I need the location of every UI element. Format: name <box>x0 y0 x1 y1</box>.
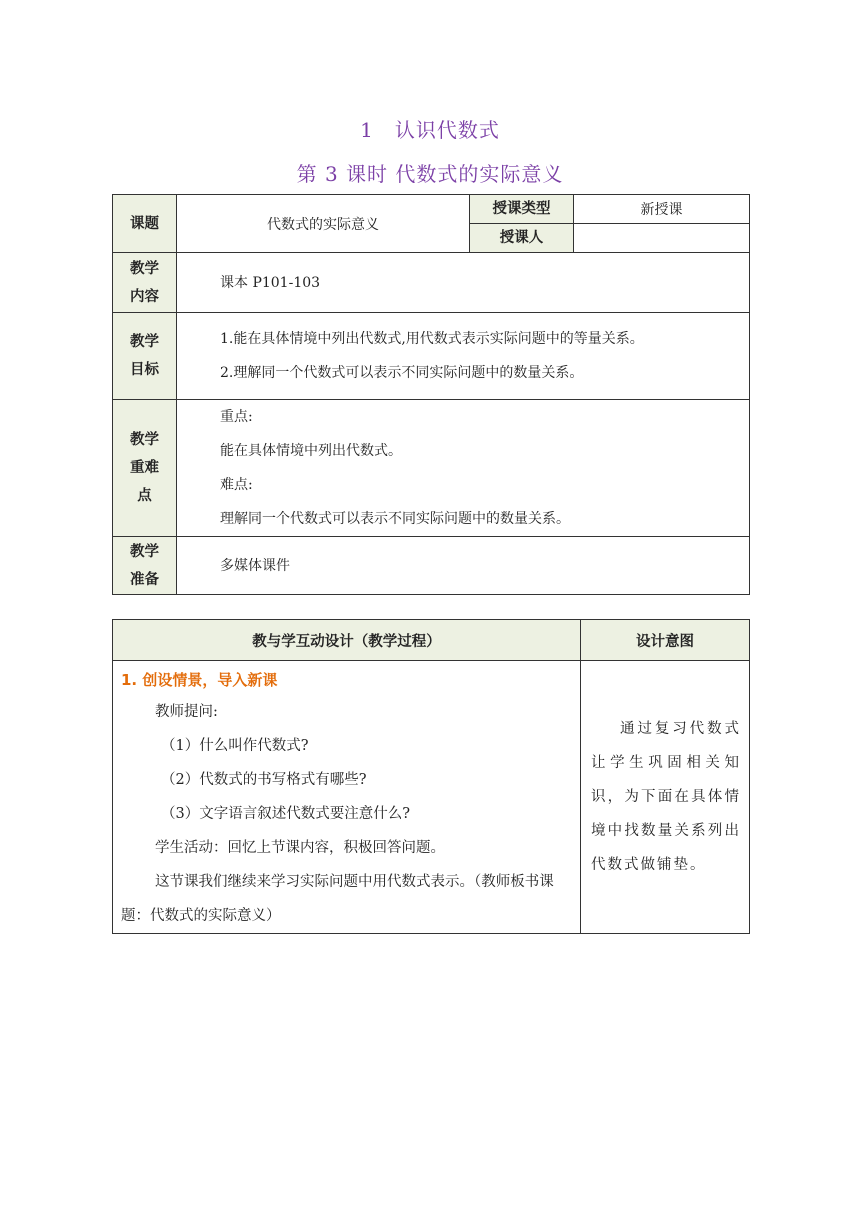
content-label: 教学 内容 <box>113 253 177 313</box>
intent-header: 设计意图 <box>581 620 750 661</box>
goal-item: 1.能在具体情境中列出代数式,用代数式表示实际问题中的等量关系。 <box>220 331 644 347</box>
goal-label: 教学 目标 <box>113 313 177 400</box>
teacher-label: 授课人 <box>470 224 574 253</box>
topic-label: 课题 <box>113 195 177 253</box>
key-points <box>177 400 750 537</box>
process-body <box>113 661 581 934</box>
process-line: 学生活动：回忆上节课内容，积极回答问题。 <box>155 840 445 856</box>
lesson-subtitle: 第 3 课时 代数式的实际意义 <box>296 162 564 186</box>
key-label: 教学 重难 点 <box>113 400 177 537</box>
process-line: 教师提问: <box>155 704 218 720</box>
step-title: 1. 创设情景，导入新课 <box>121 671 278 689</box>
key-line: 重点: <box>220 409 253 425</box>
process-line: 这节课我们继续来学习实际问题中用代数式表示。（教师板书课题：代数式的实际意义） <box>121 874 554 924</box>
process-header: 教与学互动设计（教学过程） <box>113 620 581 661</box>
content-value: 课本 P101-103 <box>177 253 750 313</box>
key-line: 能在具体情境中列出代数式。 <box>220 443 402 459</box>
type-label: 授课类型 <box>470 195 574 224</box>
process-line: （1）什么叫作代数式? <box>161 738 309 754</box>
type-value: 新授课 <box>574 195 750 224</box>
teaching-process-table <box>112 619 750 934</box>
teacher-value <box>574 224 750 253</box>
prep-value: 多媒体课件 <box>177 537 750 595</box>
prep-label: 教学 准备 <box>113 537 177 595</box>
design-intent: 通过复习代数式让学生巩固相关知识，为下面在具体情境中找数量关系列出代数式做铺垫。 <box>581 661 750 934</box>
process-line: （3）文字语言叙述代数式要注意什么? <box>161 806 410 822</box>
goal-list <box>177 313 750 400</box>
goal-item: 2.理解同一个代数式可以表示不同实际问题中的数量关系。 <box>220 365 584 381</box>
process-line: （2）代数式的书写格式有哪些? <box>161 772 367 788</box>
lesson-info-table <box>112 194 750 595</box>
topic-value: 代数式的实际意义 <box>177 195 470 253</box>
lesson-title: 1 认识代数式 <box>360 118 500 142</box>
key-line: 理解同一个代数式可以表示不同实际问题中的数量关系。 <box>220 511 570 527</box>
key-line: 难点: <box>220 477 253 493</box>
